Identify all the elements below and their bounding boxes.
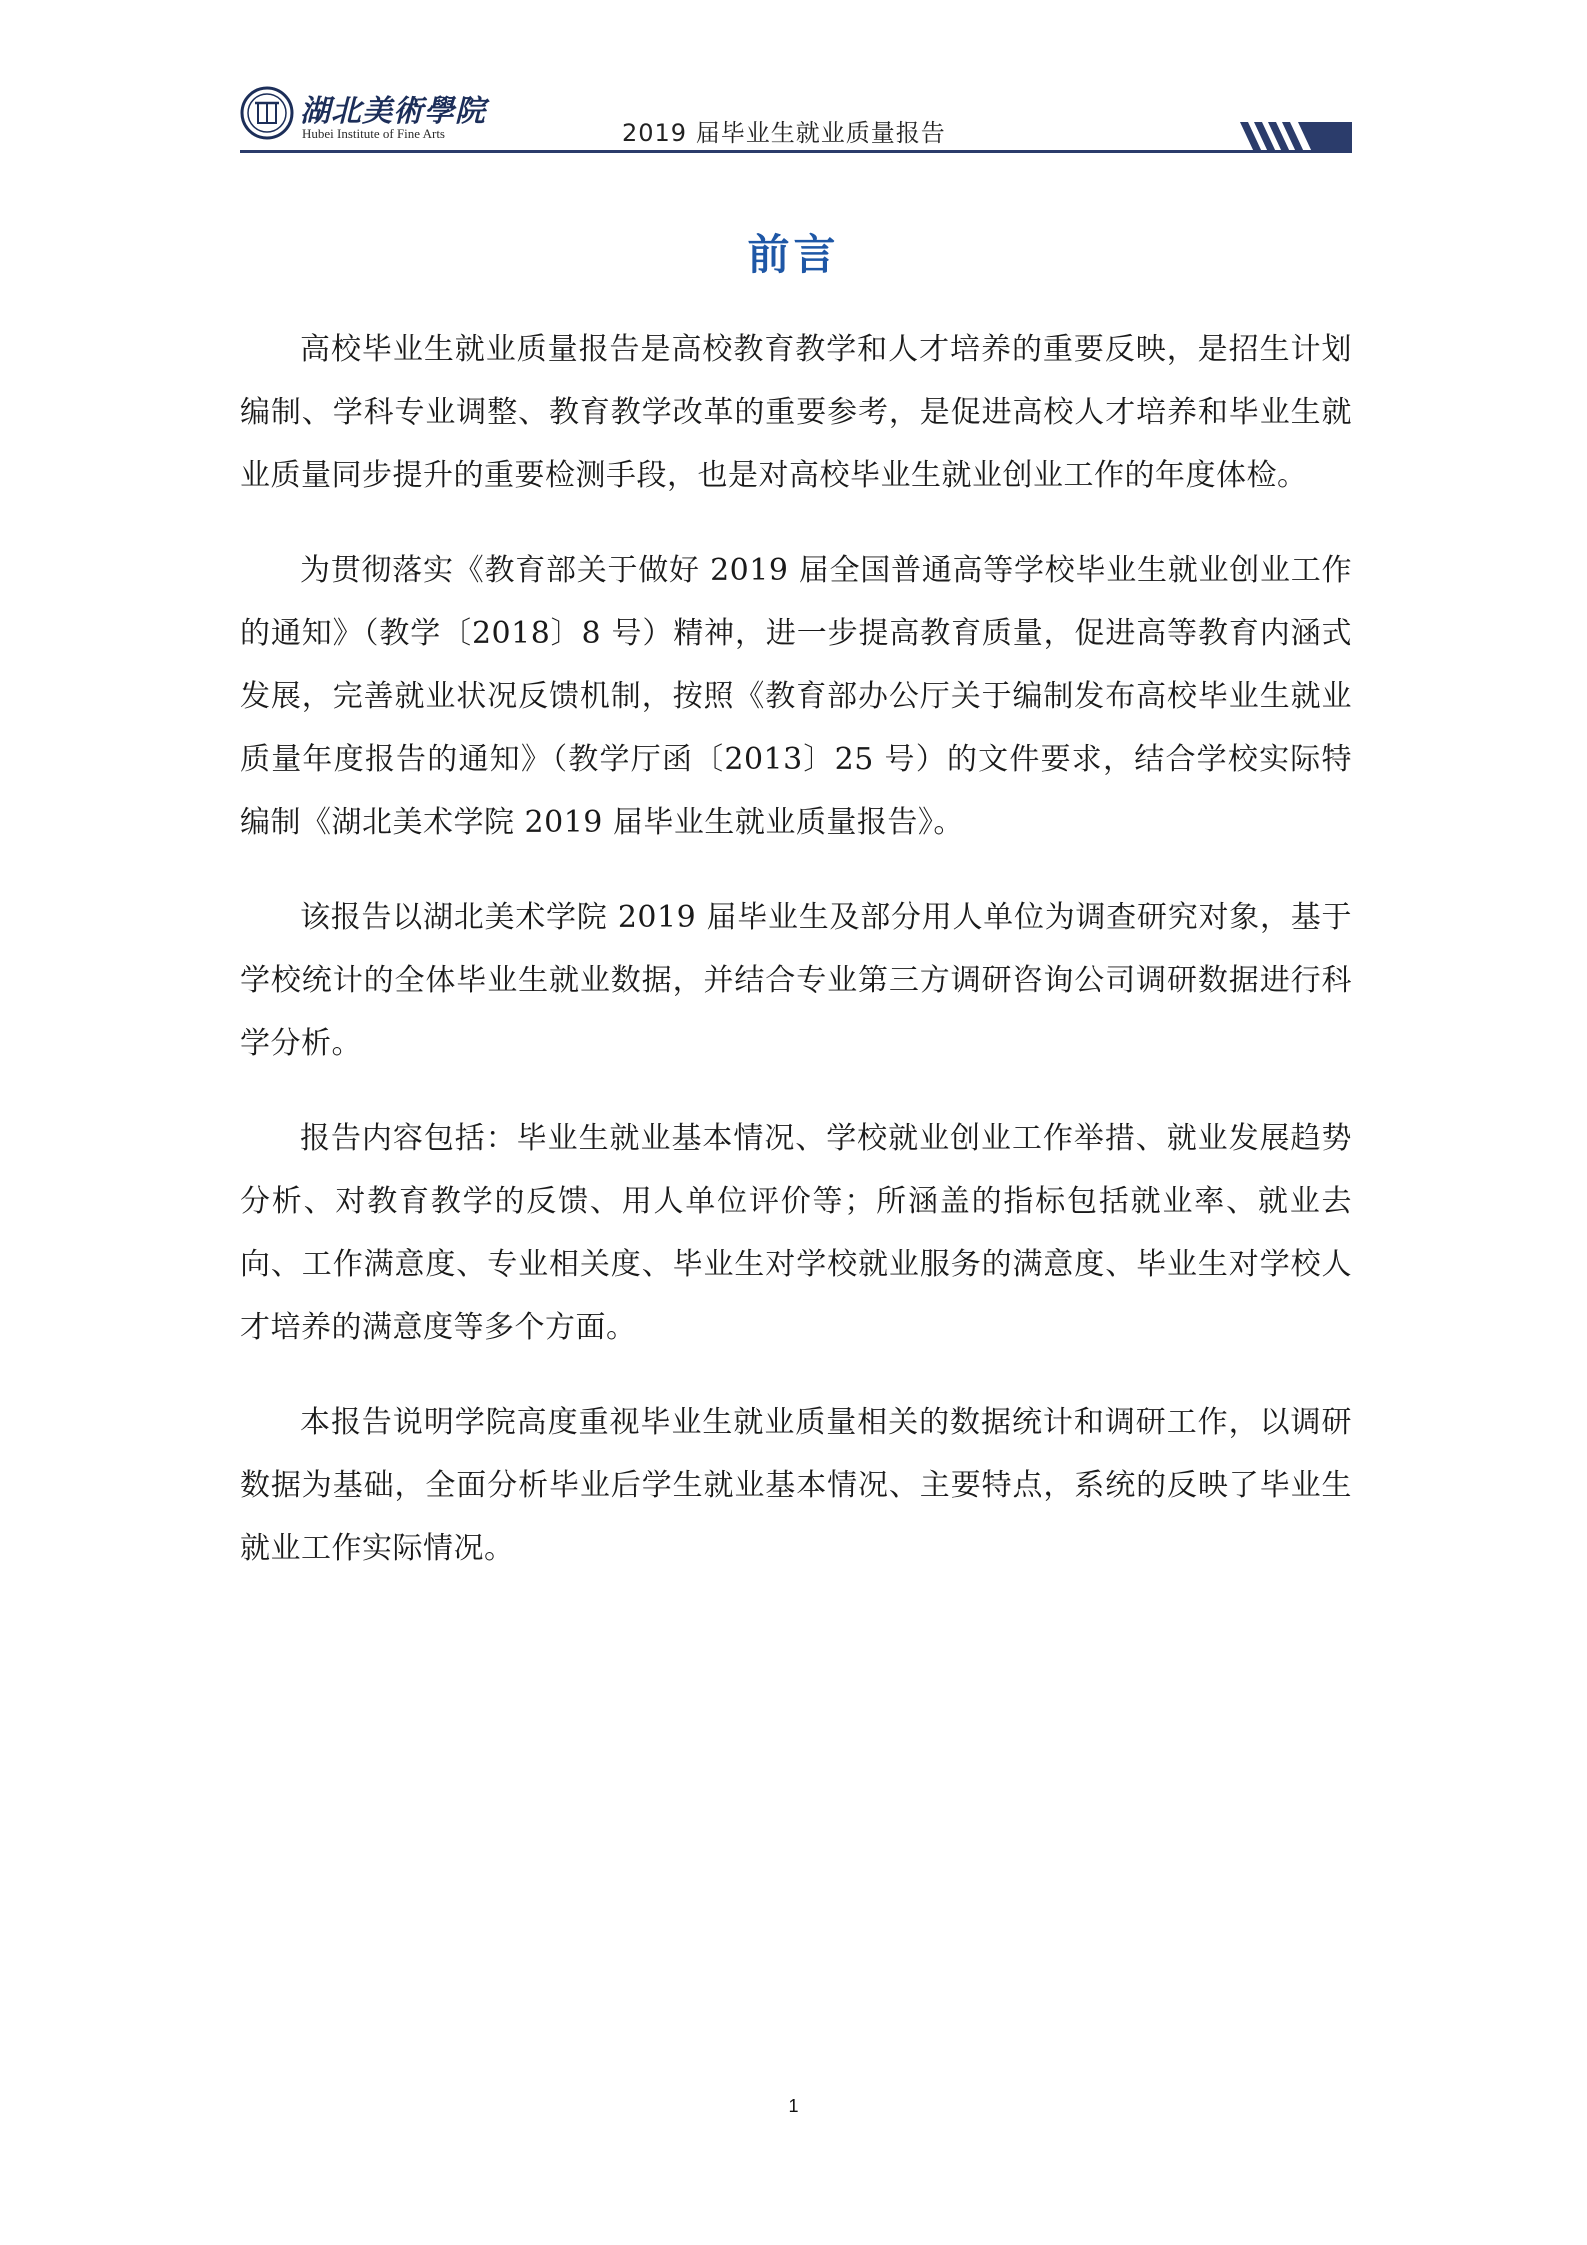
paragraph: 高校毕业生就业质量报告是高校教育教学和人才培养的重要反映，是招生计划编制、学科专业调整、教育教学改革的重要参考，是促进高校人才培养和毕业生就业质量同步提升的重要检测手段，也是对高校毕业生就业创业工作的年度体检。: [240, 332, 1352, 493]
school-logo: [300, 86, 510, 146]
school-name-cn: 湖北美術學院: [300, 94, 486, 129]
report-title: 2019 届毕业生就业质量报告: [622, 119, 946, 147]
paragraph: 该报告以湖北美术学院 2019 届毕业生及部分用人单位为调查研究对象，基于学校统计的全体毕业生就业数据，并结合专业第三方调研咨询公司调研数据进行科学分析。: [240, 900, 1352, 1061]
school-name-en: Hubei Institute of Fine Arts: [302, 126, 445, 141]
page-number: 1: [788, 2096, 799, 2116]
paragraph: 本报告说明学院高度重视毕业生就业质量相关的数据统计和调研工作，以调研数据为基础，全面分析毕业后学生就业基本情况、主要特点，系统的反映了毕业生就业工作实际情况。: [240, 1405, 1352, 1566]
paragraph: 为贯彻落实《教育部关于做好 2019 届全国普通高等学校毕业生就业创业工作的通知》（教学〔2018〕8 号）精神，进一步提高教育质量，促进高等教育内涵式发展，完善就业状况反馈机制，按照《教育部办公厅关于编制发布高校毕业生就业质量年度报告的通知》（教学厅函〔2013〕25 号）的文件要求，结合学校实际特编制《湖北美术学院 2019 届毕业生就业质量报告》。: [240, 553, 1352, 840]
school-emblem-icon: [240, 86, 294, 140]
page-header: [240, 78, 1352, 154]
decorative-stripes-icon: [1240, 122, 1352, 152]
paragraph: 报告内容包括：毕业生就业基本情况、学校就业创业工作举措、就业发展趋势分析、对教育教学的反馈、用人单位评价等；所涵盖的指标包括就业率、就业去向、工作满意度、专业相关度、毕业生对学校就业服务的满意度、毕业生对学校人才培养的满意度等多个方面。: [240, 1121, 1352, 1345]
preface-body: [240, 318, 1352, 1612]
header-divider: [240, 150, 1352, 153]
section-heading: 前言: [747, 230, 840, 279]
